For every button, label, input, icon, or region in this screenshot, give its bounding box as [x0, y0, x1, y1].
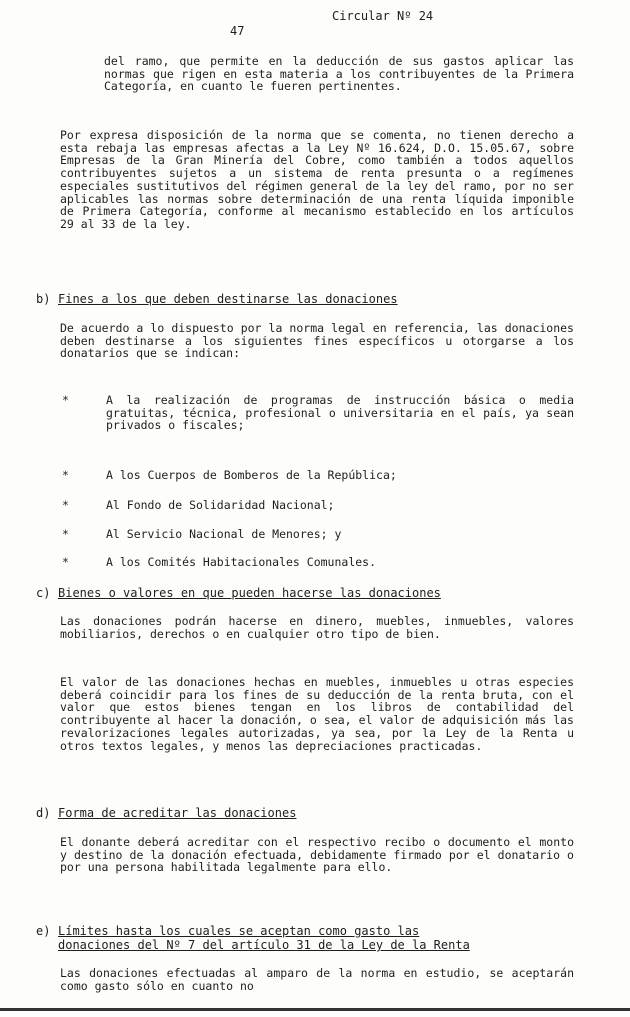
list-item-text: A los Comités Habitacionales Comunales. — [106, 555, 377, 569]
bullet-mark: * — [62, 498, 69, 512]
list-item — [62, 528, 574, 542]
section-c-paragraph-1: Las donaciones podrán hacerse en dinero, muebles, inmuebles, valores mobiliarios, derechos o en cualquier otro tipo de bien. — [60, 614, 574, 641]
list-item-text: Al Servicio Nacional de Menores; y — [106, 527, 342, 541]
section-d-paragraph: El donante deberá acreditar con el respectivo recibo o documento el monto y destino de la donación efectuada, debidamente firmado por el donatario o por una persona habilitada legalmente para ello. — [60, 835, 574, 875]
intro-continuation-paragraph: del ramo, que permite en la deducción de sus gastos aplicar las normas que rigen en esta materia a los contribuyentes de la Primera Categoría, en cuanto le fueren pertinentes. — [104, 54, 574, 94]
section-d-letter: d) — [36, 806, 51, 820]
section-b-letter: b) — [36, 292, 51, 306]
section-b-paragraph: De acuerdo a lo dispuesto por la norma legal en referencia, las donaciones deben destinarse a los siguientes fines específicos u otorgarse a los donatarios que se indican: — [60, 321, 574, 361]
list-item — [62, 469, 574, 483]
intro-paragraph: Por expresa disposición de la norma que se comenta, no tienen derecho a esta rebaja las empresas afectas a la Ley Nº 16.624, D.O. 15.05.67, sobre Empresas de la Gran Minería del Cobre, como también a todos aquellos contribuyentes sujetos a un sistema de renta presunta o a regímenes especiales sustitutivos del régimen general de la ley del ramo, por no ser aplicables las normas sobre determinación de una renta líquida imponible de Primera Categoría, conforme al mecanismo establecido en los artículos 29 al 33 de la ley. — [60, 128, 574, 231]
section-e-title-line-2: donaciones del Nº 7 del artículo 31 de la Ley de la Renta — [58, 938, 470, 952]
list-item-text: A los Cuerpos de Bomberos de la República; — [106, 468, 397, 482]
section-c-paragraph-2: El valor de las donaciones hechas en muebles, inmuebles u otras especies deberá coincidir para los fines de su deducción de la renta bruta, con el valor que estos bienes tengan en los libros de contabilidad del contribuyente al hacer la donación, o sea, el valor de adquisición más las revalorizaciones legales autorizadas, ya sea, por la Ley de la Renta u otros textos legales, y menos las depreciaciones practicadas. — [60, 675, 574, 753]
section-d-heading — [36, 806, 296, 820]
section-e-heading — [36, 924, 419, 938]
list-item-text: Al Fondo de Solidaridad Nacional; — [106, 498, 335, 512]
bullet-mark: * — [62, 527, 69, 541]
section-e-title-line-1: Límites hasta los cuales se aceptan como gasto las — [58, 924, 420, 938]
section-e-letter: e) — [36, 924, 51, 938]
circular-title: Circular Nº 24 — [332, 9, 434, 23]
list-item — [62, 499, 574, 513]
bullet-mark: * — [62, 393, 69, 407]
page-bottom-edge — [0, 1008, 630, 1011]
bullet-mark: * — [62, 555, 69, 569]
list-item — [62, 556, 574, 570]
section-e-heading-line-2 — [58, 938, 470, 952]
section-b-title: Fines a los que deben destinarse las donaciones — [58, 292, 398, 306]
section-c-heading — [36, 586, 441, 600]
list-item-text: A la realización de programas de instrucción básica o media gratuitas, técnica, profesional o universitaria en el país, ya sean privados o fiscales; — [106, 393, 574, 433]
section-d-title: Forma de acreditar las donaciones — [58, 806, 297, 820]
bullet-mark: * — [62, 468, 69, 482]
section-c-title: Bienes o valores en que pueden hacerse las donaciones — [58, 586, 441, 600]
section-c-letter: c) — [36, 586, 51, 600]
page-number: 47 — [230, 24, 245, 38]
section-e-paragraph: Las donaciones efectuadas al amparo de la norma en estudio, se aceptarán como gasto sólo en cuanto no — [60, 966, 574, 993]
list-item — [62, 394, 574, 446]
section-b-heading — [36, 292, 398, 306]
